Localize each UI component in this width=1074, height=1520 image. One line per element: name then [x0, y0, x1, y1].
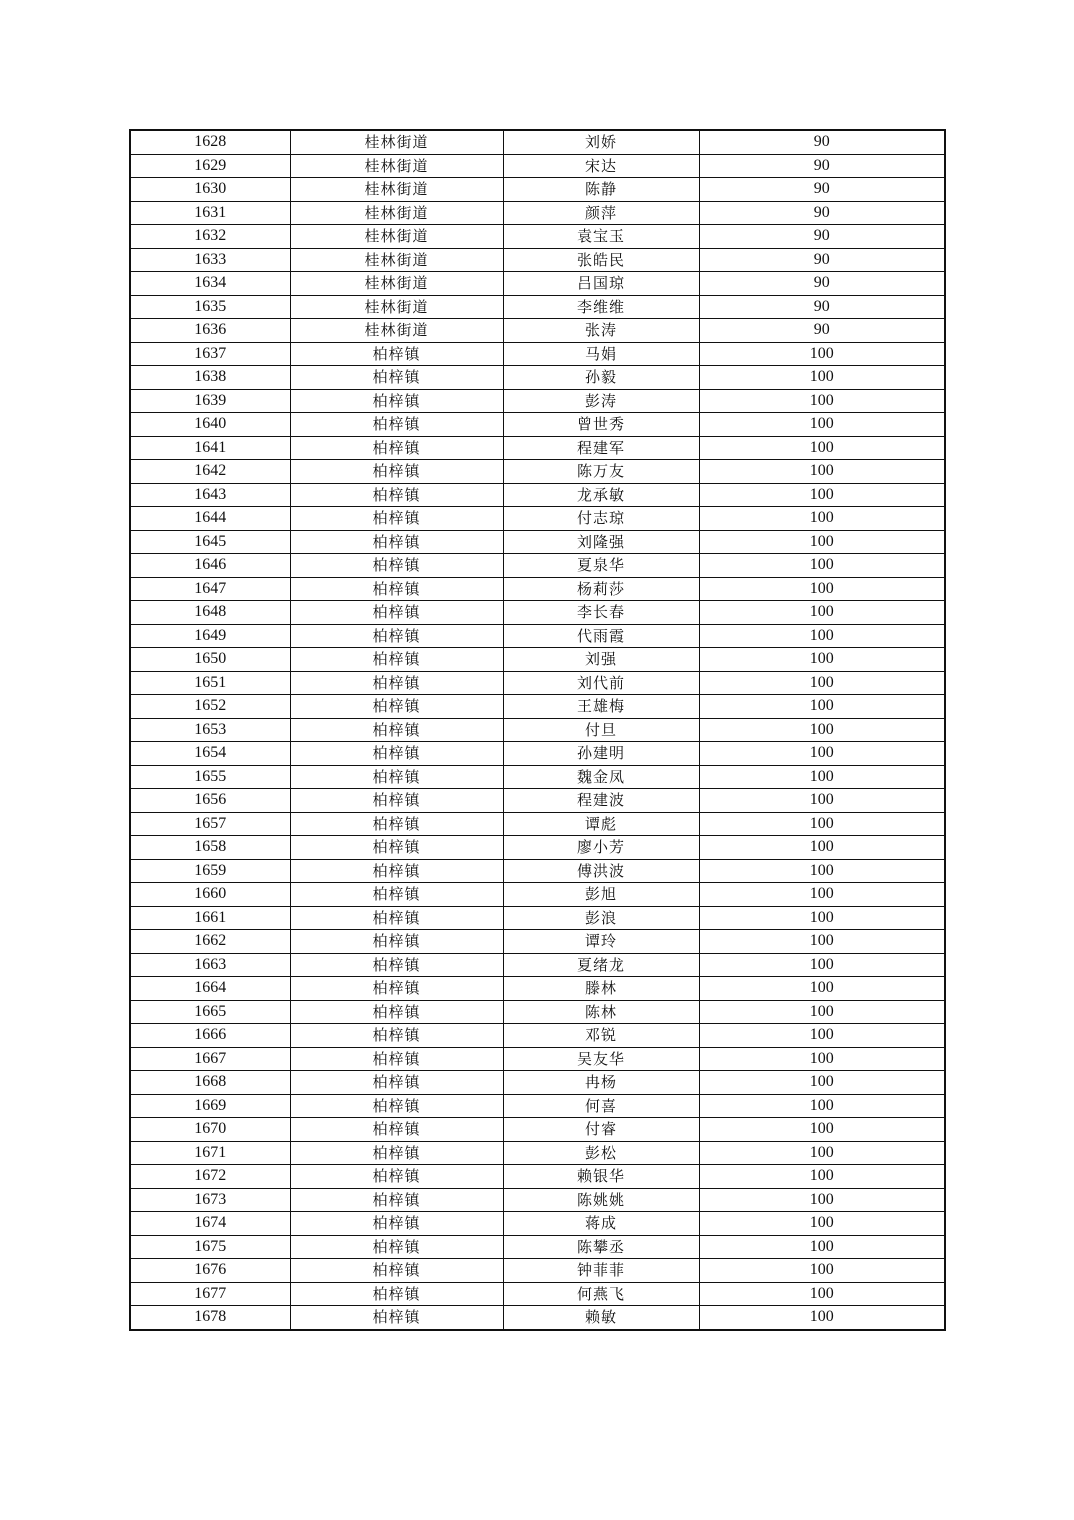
table-row	[130, 1235, 945, 1259]
table-row	[130, 1212, 945, 1236]
town-cell: 柏梓镇	[290, 789, 503, 813]
town-cell: 柏梓镇	[290, 530, 503, 554]
town-cell: 柏梓镇	[290, 483, 503, 507]
row-number-cell: 1653	[130, 718, 290, 742]
person-name-cell: 代雨霞	[503, 624, 699, 648]
amount-cell: 100	[699, 554, 945, 578]
row-number-cell: 1638	[130, 366, 290, 390]
table-row	[130, 906, 945, 930]
table-row	[130, 1165, 945, 1189]
table-row	[130, 812, 945, 836]
amount-cell: 90	[699, 154, 945, 178]
person-name-cell: 吴友华	[503, 1047, 699, 1071]
town-cell: 柏梓镇	[290, 342, 503, 366]
table-row	[130, 295, 945, 319]
row-number-cell: 1668	[130, 1071, 290, 1095]
town-cell: 柏梓镇	[290, 1259, 503, 1283]
table-row	[130, 272, 945, 296]
amount-cell: 100	[699, 1282, 945, 1306]
row-number-cell: 1637	[130, 342, 290, 366]
town-cell: 柏梓镇	[290, 577, 503, 601]
town-cell: 柏梓镇	[290, 624, 503, 648]
table-row	[130, 883, 945, 907]
table-row	[130, 1094, 945, 1118]
amount-cell: 90	[699, 225, 945, 249]
table-row	[130, 1188, 945, 1212]
row-number-cell: 1647	[130, 577, 290, 601]
person-name-cell: 赖敏	[503, 1306, 699, 1330]
table-row	[130, 1024, 945, 1048]
amount-cell: 90	[699, 130, 945, 154]
town-cell: 柏梓镇	[290, 742, 503, 766]
row-number-cell: 1672	[130, 1165, 290, 1189]
town-cell: 柏梓镇	[290, 436, 503, 460]
amount-cell: 100	[699, 436, 945, 460]
amount-cell: 100	[699, 1047, 945, 1071]
amount-cell: 100	[699, 1024, 945, 1048]
amount-cell: 90	[699, 178, 945, 202]
amount-cell: 100	[699, 342, 945, 366]
table-row	[130, 483, 945, 507]
person-name-cell: 彭涛	[503, 389, 699, 413]
table-row	[130, 601, 945, 625]
table-row	[130, 460, 945, 484]
town-cell: 柏梓镇	[290, 812, 503, 836]
town-cell: 柏梓镇	[290, 1118, 503, 1142]
amount-cell: 100	[699, 1235, 945, 1259]
town-cell: 柏梓镇	[290, 953, 503, 977]
table-row	[130, 248, 945, 272]
amount-cell: 100	[699, 765, 945, 789]
table-row	[130, 366, 945, 390]
table-row	[130, 577, 945, 601]
table-row	[130, 1306, 945, 1330]
row-number-cell: 1649	[130, 624, 290, 648]
person-name-cell: 彭浪	[503, 906, 699, 930]
amount-cell: 100	[699, 718, 945, 742]
amount-cell: 100	[699, 671, 945, 695]
row-number-cell: 1640	[130, 413, 290, 437]
table-row	[130, 436, 945, 460]
person-name-cell: 钟菲菲	[503, 1259, 699, 1283]
person-name-cell: 付志琼	[503, 507, 699, 531]
person-name-cell: 陈万友	[503, 460, 699, 484]
person-name-cell: 程建波	[503, 789, 699, 813]
person-name-cell: 夏绪龙	[503, 953, 699, 977]
town-cell: 柏梓镇	[290, 1282, 503, 1306]
row-number-cell: 1652	[130, 695, 290, 719]
person-name-cell: 程建军	[503, 436, 699, 460]
person-name-cell: 陈攀丞	[503, 1235, 699, 1259]
table-row	[130, 1141, 945, 1165]
person-name-cell: 何燕飞	[503, 1282, 699, 1306]
person-name-cell: 陈姚姚	[503, 1188, 699, 1212]
amount-cell: 100	[699, 977, 945, 1001]
person-name-cell: 曾世秀	[503, 413, 699, 437]
person-name-cell: 蒋成	[503, 1212, 699, 1236]
person-name-cell: 刘强	[503, 648, 699, 672]
row-number-cell: 1628	[130, 130, 290, 154]
row-number-cell: 1646	[130, 554, 290, 578]
row-number-cell: 1657	[130, 812, 290, 836]
person-name-cell: 谭彪	[503, 812, 699, 836]
town-cell: 柏梓镇	[290, 507, 503, 531]
row-number-cell: 1660	[130, 883, 290, 907]
row-number-cell: 1650	[130, 648, 290, 672]
person-name-cell: 付睿	[503, 1118, 699, 1142]
row-number-cell: 1676	[130, 1259, 290, 1283]
town-cell: 桂林街道	[290, 319, 503, 343]
amount-cell: 100	[699, 1118, 945, 1142]
town-cell: 柏梓镇	[290, 718, 503, 742]
amount-cell: 100	[699, 577, 945, 601]
person-name-cell: 杨莉莎	[503, 577, 699, 601]
person-name-cell: 颜萍	[503, 201, 699, 225]
town-cell: 柏梓镇	[290, 601, 503, 625]
person-name-cell: 张涛	[503, 319, 699, 343]
amount-cell: 100	[699, 1188, 945, 1212]
row-number-cell: 1643	[130, 483, 290, 507]
row-number-cell: 1630	[130, 178, 290, 202]
amount-cell: 100	[699, 601, 945, 625]
row-number-cell: 1644	[130, 507, 290, 531]
table-row	[130, 178, 945, 202]
town-cell: 柏梓镇	[290, 1306, 503, 1330]
amount-cell: 100	[699, 883, 945, 907]
table-row	[130, 1071, 945, 1095]
table-row	[130, 671, 945, 695]
table-row	[130, 953, 945, 977]
amount-cell: 100	[699, 836, 945, 860]
person-name-cell: 陈静	[503, 178, 699, 202]
person-name-cell: 李长春	[503, 601, 699, 625]
amount-cell: 100	[699, 789, 945, 813]
row-number-cell: 1645	[130, 530, 290, 554]
amount-cell: 90	[699, 272, 945, 296]
town-cell: 柏梓镇	[290, 1071, 503, 1095]
amount-cell: 90	[699, 248, 945, 272]
amount-cell: 100	[699, 624, 945, 648]
table-row	[130, 859, 945, 883]
table-row	[130, 130, 945, 154]
person-name-cell: 夏泉华	[503, 554, 699, 578]
person-name-cell: 陈林	[503, 1000, 699, 1024]
row-number-cell: 1673	[130, 1188, 290, 1212]
town-cell: 柏梓镇	[290, 413, 503, 437]
amount-cell: 100	[699, 1000, 945, 1024]
table-row	[130, 789, 945, 813]
roster-table-body	[130, 130, 945, 1330]
person-name-cell: 马娟	[503, 342, 699, 366]
table-row	[130, 977, 945, 1001]
person-name-cell: 冉杨	[503, 1071, 699, 1095]
amount-cell: 100	[699, 1306, 945, 1330]
person-name-cell: 王雄梅	[503, 695, 699, 719]
person-name-cell: 彭旭	[503, 883, 699, 907]
table-row	[130, 1000, 945, 1024]
row-number-cell: 1674	[130, 1212, 290, 1236]
row-number-cell: 1636	[130, 319, 290, 343]
amount-cell: 100	[699, 366, 945, 390]
town-cell: 柏梓镇	[290, 389, 503, 413]
town-cell: 柏梓镇	[290, 859, 503, 883]
table-row	[130, 530, 945, 554]
person-name-cell: 傅洪波	[503, 859, 699, 883]
town-cell: 柏梓镇	[290, 648, 503, 672]
amount-cell: 100	[699, 413, 945, 437]
town-cell: 柏梓镇	[290, 695, 503, 719]
table-row	[130, 413, 945, 437]
person-name-cell: 张皓民	[503, 248, 699, 272]
town-cell: 柏梓镇	[290, 1094, 503, 1118]
amount-cell: 90	[699, 201, 945, 225]
amount-cell: 90	[699, 295, 945, 319]
town-cell: 桂林街道	[290, 248, 503, 272]
row-number-cell: 1661	[130, 906, 290, 930]
table-row	[130, 389, 945, 413]
row-number-cell: 1629	[130, 154, 290, 178]
row-number-cell: 1667	[130, 1047, 290, 1071]
row-number-cell: 1648	[130, 601, 290, 625]
person-name-cell: 刘娇	[503, 130, 699, 154]
amount-cell: 100	[699, 1094, 945, 1118]
table-row	[130, 648, 945, 672]
row-number-cell: 1654	[130, 742, 290, 766]
row-number-cell: 1656	[130, 789, 290, 813]
town-cell: 桂林街道	[290, 225, 503, 249]
row-number-cell: 1662	[130, 930, 290, 954]
row-number-cell: 1631	[130, 201, 290, 225]
town-cell: 桂林街道	[290, 272, 503, 296]
row-number-cell: 1655	[130, 765, 290, 789]
person-name-cell: 李维维	[503, 295, 699, 319]
row-number-cell: 1678	[130, 1306, 290, 1330]
town-cell: 柏梓镇	[290, 930, 503, 954]
row-number-cell: 1670	[130, 1118, 290, 1142]
table-row	[130, 342, 945, 366]
town-cell: 桂林街道	[290, 154, 503, 178]
town-cell: 柏梓镇	[290, 1141, 503, 1165]
town-cell: 柏梓镇	[290, 554, 503, 578]
table-row	[130, 1282, 945, 1306]
table-row	[130, 624, 945, 648]
person-name-cell: 袁宝玉	[503, 225, 699, 249]
person-name-cell: 付旦	[503, 718, 699, 742]
amount-cell: 100	[699, 483, 945, 507]
town-cell: 桂林街道	[290, 130, 503, 154]
row-number-cell: 1663	[130, 953, 290, 977]
amount-cell: 100	[699, 742, 945, 766]
row-number-cell: 1665	[130, 1000, 290, 1024]
person-name-cell: 彭松	[503, 1141, 699, 1165]
person-name-cell: 魏金凤	[503, 765, 699, 789]
table-row	[130, 225, 945, 249]
person-name-cell: 孙建明	[503, 742, 699, 766]
person-name-cell: 刘隆强	[503, 530, 699, 554]
roster-table	[129, 129, 946, 1331]
row-number-cell: 1642	[130, 460, 290, 484]
person-name-cell: 吕国琼	[503, 272, 699, 296]
amount-cell: 100	[699, 530, 945, 554]
amount-cell: 100	[699, 1212, 945, 1236]
row-number-cell: 1671	[130, 1141, 290, 1165]
row-number-cell: 1634	[130, 272, 290, 296]
table-row	[130, 695, 945, 719]
table-row	[130, 201, 945, 225]
table-row	[130, 742, 945, 766]
table-row	[130, 718, 945, 742]
amount-cell: 100	[699, 648, 945, 672]
table-row	[130, 765, 945, 789]
town-cell: 柏梓镇	[290, 836, 503, 860]
town-cell: 柏梓镇	[290, 977, 503, 1001]
town-cell: 柏梓镇	[290, 1212, 503, 1236]
amount-cell: 100	[699, 906, 945, 930]
town-cell: 柏梓镇	[290, 1047, 503, 1071]
town-cell: 柏梓镇	[290, 1000, 503, 1024]
town-cell: 桂林街道	[290, 201, 503, 225]
town-cell: 柏梓镇	[290, 460, 503, 484]
amount-cell: 100	[699, 812, 945, 836]
town-cell: 桂林街道	[290, 295, 503, 319]
row-number-cell: 1666	[130, 1024, 290, 1048]
amount-cell: 100	[699, 1141, 945, 1165]
town-cell: 柏梓镇	[290, 1024, 503, 1048]
town-cell: 柏梓镇	[290, 366, 503, 390]
person-name-cell: 刘代前	[503, 671, 699, 695]
town-cell: 柏梓镇	[290, 1188, 503, 1212]
table-row	[130, 1047, 945, 1071]
amount-cell: 100	[699, 507, 945, 531]
row-number-cell: 1632	[130, 225, 290, 249]
amount-cell: 90	[699, 319, 945, 343]
row-number-cell: 1651	[130, 671, 290, 695]
table-row	[130, 836, 945, 860]
person-name-cell: 廖小芳	[503, 836, 699, 860]
row-number-cell: 1677	[130, 1282, 290, 1306]
row-number-cell: 1659	[130, 859, 290, 883]
person-name-cell: 赖银华	[503, 1165, 699, 1189]
person-name-cell: 邓锐	[503, 1024, 699, 1048]
amount-cell: 100	[699, 859, 945, 883]
table-row	[130, 507, 945, 531]
amount-cell: 100	[699, 1071, 945, 1095]
person-name-cell: 何喜	[503, 1094, 699, 1118]
table-row	[130, 1259, 945, 1283]
town-cell: 柏梓镇	[290, 765, 503, 789]
person-name-cell: 宋达	[503, 154, 699, 178]
town-cell: 柏梓镇	[290, 883, 503, 907]
row-number-cell: 1633	[130, 248, 290, 272]
table-row	[130, 554, 945, 578]
table-row	[130, 154, 945, 178]
table-row	[130, 1118, 945, 1142]
amount-cell: 100	[699, 695, 945, 719]
person-name-cell: 孙毅	[503, 366, 699, 390]
row-number-cell: 1641	[130, 436, 290, 460]
town-cell: 柏梓镇	[290, 1235, 503, 1259]
town-cell: 柏梓镇	[290, 671, 503, 695]
person-name-cell: 滕林	[503, 977, 699, 1001]
amount-cell: 100	[699, 460, 945, 484]
amount-cell: 100	[699, 1259, 945, 1283]
amount-cell: 100	[699, 930, 945, 954]
amount-cell: 100	[699, 953, 945, 977]
table-row	[130, 319, 945, 343]
row-number-cell: 1639	[130, 389, 290, 413]
row-number-cell: 1669	[130, 1094, 290, 1118]
person-name-cell: 龙承敏	[503, 483, 699, 507]
row-number-cell: 1658	[130, 836, 290, 860]
amount-cell: 100	[699, 1165, 945, 1189]
table-row	[130, 930, 945, 954]
row-number-cell: 1675	[130, 1235, 290, 1259]
amount-cell: 100	[699, 389, 945, 413]
town-cell: 柏梓镇	[290, 1165, 503, 1189]
town-cell: 柏梓镇	[290, 906, 503, 930]
person-name-cell: 谭玲	[503, 930, 699, 954]
town-cell: 桂林街道	[290, 178, 503, 202]
row-number-cell: 1664	[130, 977, 290, 1001]
row-number-cell: 1635	[130, 295, 290, 319]
